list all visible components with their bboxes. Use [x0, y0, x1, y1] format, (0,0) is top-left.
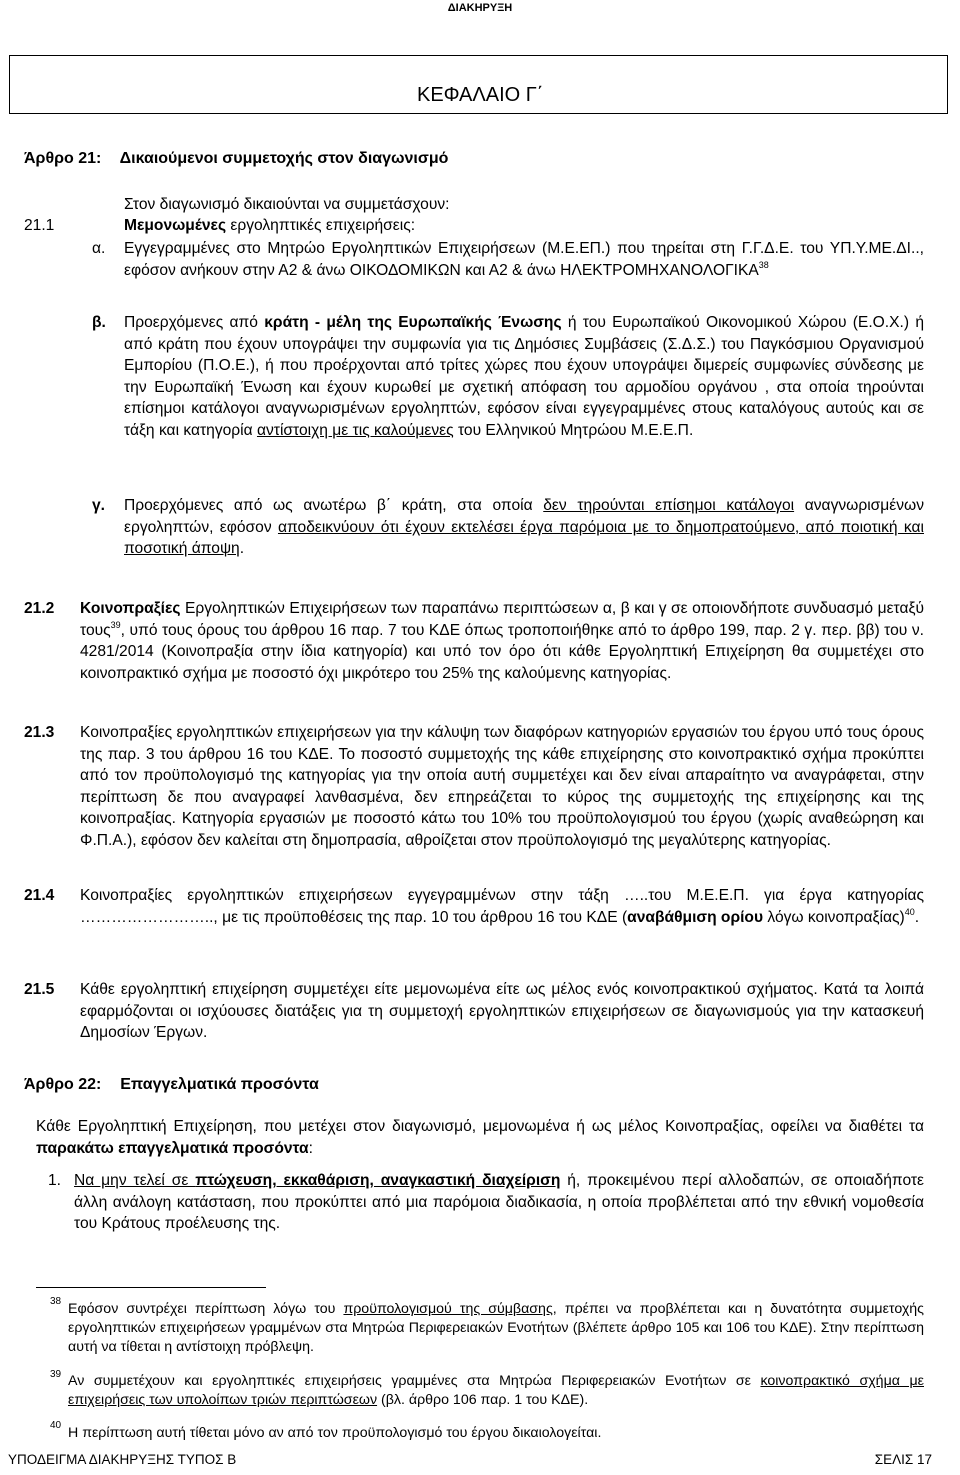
para-21-4-part1: Κοινοπραξίες εργοληπτικών επιχειρήσεων εγγεγραμμένων στην τάξη …..του Μ.Ε.Ε.Π. για έργα κατηγορίας …………………….., με τις προϋποθέσεις της παρ. 10 του άρθρου 16 του ΚΔΕ ( [80, 887, 924, 926]
item-b-underlined: αντίστοιχη με τις καλούμενες [256, 421, 454, 439]
para-21-4-part3: . [914, 908, 920, 926]
item-c-text-part1: Προερχόμενες από ως ανωτέρω β΄ κράτη, στα οποία [124, 497, 544, 514]
article-22-heading [24, 1076, 319, 1094]
footnote-38-part2: , πρέπει να προβλέπεται και η δυνατότητα συμμετοχής εργοληπτικών επιχειρήσεων γραμμένων στα Μητρώα Περιφερειακών Ενοτήτων (βλέπετε άρθρο 105 και 106 του ΚΔΕ). Στην περίπτωση αυτή να τίθεται η αντίστοιχη πρόβλεψη. [68, 1301, 924, 1355]
article-22-intro-part2: : [308, 1139, 313, 1157]
item-c-text-part2: αναγνωρισμένων εργοληπτών, εφόσον [124, 497, 925, 536]
item-1-number: 1. [48, 1172, 62, 1189]
para-21-1-lead [124, 217, 415, 235]
article-21-intro: Στον διαγωνισμό δικαιούνται να συμμετάσχουν: [124, 196, 450, 213]
footnote-ref-39[interactable]: 39 [110, 619, 121, 630]
footer-doc-title: ΥΠΟΔΕΙΓΜΑ ΔΙΑΚΗΡΥΞΗΣ ΤΥΠΟΣ Β [8, 1452, 237, 1467]
para-21-4-part2: λόγω κοινοπραξίας) [763, 908, 905, 926]
article-22-number: Άρθρο 22: [24, 1076, 102, 1093]
footer-page-number: ΣΕΛΙΣ 17 [874, 1452, 932, 1467]
item-1-underlined-bold: πτώχευση, εκκαθάριση, αναγκαστική διαχείριση [195, 1172, 561, 1189]
item-c-text [124, 495, 924, 560]
article-21-number: Άρθρο 21: [24, 150, 102, 167]
item-b-text [124, 312, 924, 442]
item-1-rest: ή, προκειμένου περί αλλοδαπών, σε οποιαδήποτε άλλη ανάλογη κατάσταση, που προκύπτει από μια παρόμοια διαδικασία, η οποία προβλέπεται από την εθνική νομοθεσία του Κράτους προέλευσης της. [74, 1172, 925, 1233]
item-a-label: α. [92, 240, 106, 257]
footnote-separator [36, 1287, 266, 1288]
footnote-39-number: 39 [50, 1369, 62, 1380]
footnote-38-underlined: προϋπολογισμού της σύμβασης [343, 1301, 553, 1317]
footnote-38-number: 38 [50, 1296, 62, 1307]
article-22-intro-part1: Κάθε Εργοληπτική Επιχείρηση, που μετέχει στον διαγωνισμό, μεμονωμένα ή ως μέλος Κοινοπραξίας, οφείλει να διαθέτει τα [36, 1118, 924, 1135]
para-21-1-lead-text: εργοληπτικές επιχειρήσεις: [226, 217, 416, 234]
footnote-40-text: Η περίπτωση αυτή τίθεται μόνο αν από τον προϋπολογισμό του έργου δικαιολογείται. [68, 1425, 602, 1441]
item-a-body: Εγγεγραμμένες στο Μητρώο Εργοληπτικών Επιχειρήσεων (Μ.Ε.ΕΠ.) που τηρείται στη Γ.Γ.Δ.Ε. του ΥΠ.Υ.ΜΕ.ΔΙ.., εφόσον ανήκουν στην Α2 & άνω ΟΙΚΟΔΟΜΙΚΩΝ και Α2 & άνω ΗΛΕΚΤΡΟΜΗΧΑΝΟΛΟΓΙΚΑ [124, 240, 924, 279]
item-b-bold: κράτη - μέλη της Ευρωπαϊκής Ένωσης [264, 314, 562, 331]
article-22-intro-bold: παρακάτω επαγγελματικά προσόντα [36, 1139, 309, 1157]
para-21-1-lead-bold: Μεμονωμένες [124, 217, 227, 234]
article-22-intro [36, 1116, 924, 1159]
article-21-title: Δικαιούμενοι συμμετοχής στον διαγωνισμό [119, 150, 449, 167]
para-21-3-text: Κοινοπραξίες εργοληπτικών επιχειρήσεων για την κάλυψη των διαφόρων κατηγοριών εργασιών του έργου υπό τους όρους της παρ. 3 του άρθρου 16 του ΚΔΕ. Το ποσοστό συμμετοχής της κάθε επιχείρησης στο κοινοπρακτικό σχήμα προκύπτει από τον προϋπολογισμό της κατηγορίας για την οποία αυτή συμμετέχει και δεν είναι απαραίτητο να αναγράφεται, στην περίπτωση δε που αναγραφεί λανθασμένα, δεν επηρεάζεται το κύρος της συμμετοχής της επιχείρησης και της κοινοπραξίας. Κατηγορία εργασιών με ποσοστό κάτω του 10% του προϋπολογισμού του έργου (χωρίς αναθεώρηση και Φ.Π.Α.), εφόσον δεν καλείται στη δημοπρασία, αθροίζεται στον προϋπολογισμό της μεγαλύτερης κατηγορίας. [80, 724, 924, 849]
item-a-text [124, 238, 924, 281]
footnote-39-part2: (βλ. άρθρο 106 παρ. 1 του ΚΔΕ). [377, 1392, 589, 1408]
footnote-ref-38[interactable]: 38 [758, 259, 769, 270]
item-b-label: β. [92, 314, 106, 331]
footnote-39-part1: Αν συμμετέχουν και εργοληπτικές επιχειρήσεις γραμμένες στα Μητρώα Περιφερειακών Ενοτήτων σε [68, 1373, 761, 1389]
para-21-3-number: 21.3 [24, 724, 55, 741]
para-21-2-part2: , υπό τους όρους του άρθρου 16 παρ. 7 του ΚΔΕ όπως τροποποιήθηκε από το άρθρο 199, παρ. 2 γ. περ. ββ) του ν. 4281/2014 (Κοινοπραξία στην ίδια κατηγορία) και υπό τον όρο ότι κάθε Εργοληπτική Επιχείρηση θα συμμετέχει στο κοινοπρακτικό σχήμα με ποσοστό όχι μικρότερο του 25% της καλούμενης κατηγορίας. [80, 621, 924, 682]
article-21-heading [24, 150, 448, 168]
para-21-2-bold: Κοινοπραξίες [80, 600, 181, 617]
para-21-4-bold: αναβάθμιση ορίου [627, 908, 764, 926]
para-21-4-number: 21.4 [24, 887, 55, 904]
item-c-text-part3: . [239, 540, 245, 558]
item-b-text-part3: του Ελληνικού Μητρώου Μ.Ε.Ε.Π. [453, 421, 694, 439]
item-b-text-part1: Προερχόμενες από [124, 314, 265, 331]
chapter-box [9, 55, 948, 114]
footnote-39-text [68, 1372, 924, 1410]
footnote-ref-40[interactable]: 40 [904, 906, 915, 917]
item-1-text [74, 1170, 924, 1235]
para-21-2-number: 21.2 [24, 600, 55, 617]
item-b-text-part2: ή του Ευρωπαϊκού Οικονομικού Χώρου (Ε.Ο.Χ.) ή από κράτη που έχουν υπογράψει την συμφωνία για τις Δημόσιες Συμβάσεις (Σ.Δ.Σ.) του Παγκόσμιου Οργανισμού Εμπορίου (Π.Ο.Ε.), ή που προέρχονται από τρίτες χώρες που έχουν υπογράψει διμερείς συμφωνίες σύνδεσης με την Ευρωπαϊκή Ένωση και έχουν κυρωθεί με σχετική απόφαση του αρμοδίου οργάνου , στα οποία τηρούνται επίσημοι κατάλογοι αναγνωρισμένων εργοληπτών, εφόσον είναι εγγεγραμμένες στους καταλόγους αυτούς και σε τάξη και κατηγορία [124, 314, 924, 439]
chapter-title: ΚΕΦΑΛΑΙΟ Γ΄ [417, 84, 544, 106]
para-21-4-text [80, 885, 924, 928]
document-type-header: ΔΙΑΚΗΡΥΞΗ [447, 2, 513, 14]
para-21-2-text [80, 598, 924, 684]
para-21-1-number: 21.1 [24, 217, 55, 234]
item-c-label: γ. [92, 497, 106, 514]
footnote-40-number: 40 [50, 1420, 62, 1431]
para-21-5-text: Κάθε εργοληπτική επιχείρηση συμμετέχει είτε μεμονωμένα είτε ως μέλος ενός κοινοπρακτικού σχήματος. Κατά τα λοιπά εφαρμόζονται οι ισχύουσες διατάξεις για τη συμμετοχή εργοληπτικών επιχειρήσεων σε διαγωνισμούς για την κατασκευή Δημοσίων Έργων. [80, 981, 924, 1042]
footnote-39-underlined: κοινοπρακτικό σχήμα με επιχειρήσεις των υπολοίπων τριών περιπτώσεων [68, 1373, 924, 1408]
item-c-underlined-2: αποδεικνύουν ότι έχουν εκτελέσει έργα παρόμοια με το δημοπρατούμενο, από ποιοτική και ποσοτική άποψη [124, 518, 924, 558]
item-c-underlined-1: δεν τηρούνται επίσημοι κατάλογοι [543, 497, 795, 514]
footnote-38-part1: Εφόσον συντρέχει περίπτωση λόγω του [68, 1301, 344, 1317]
item-1-underlined: Να μην τελεί σε [74, 1172, 196, 1189]
para-21-2-part1: Εργοληπτικών Επιχειρήσεων των παραπάνω περιπτώσεων α, β και γ σε οποιονδήποτε συνδυασμό μεταξύ τους [80, 600, 924, 639]
footnote-38-text [68, 1300, 924, 1357]
article-22-title: Επαγγελματικά προσόντα [120, 1076, 319, 1093]
para-21-5-number: 21.5 [24, 981, 55, 998]
